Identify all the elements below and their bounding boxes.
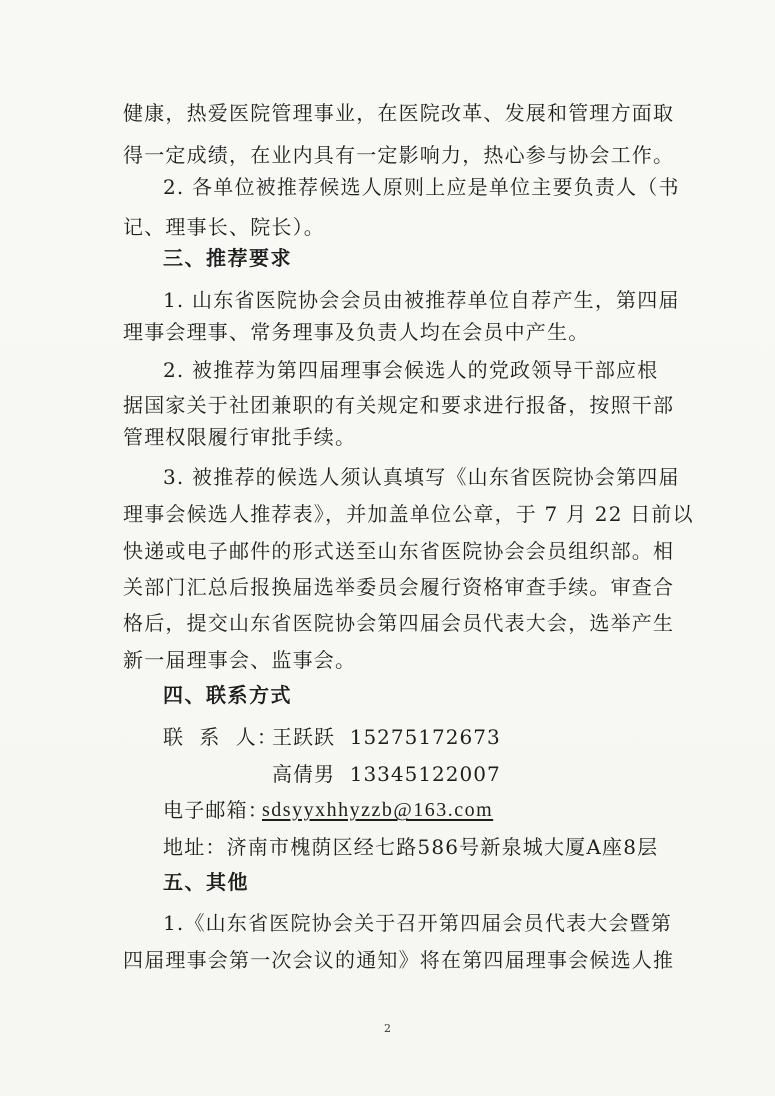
email-label: 电子邮箱： [163, 798, 269, 822]
page-number: 2 [384, 1022, 391, 1035]
contact-person-2: 高倩男 13345122007 [272, 762, 501, 786]
email-link[interactable]: sdsyyxhhyzzb@163.com [262, 799, 494, 821]
paragraph-line: 得一定成绩，在业内具有一定影响力，热心参与协会工作。 [123, 143, 675, 167]
paragraph-line: 关部门汇总后报换届选举委员会履行资格审查手续。审查合 [123, 575, 675, 599]
paragraph-line: 理事会理事、常务理事及负责人均在会员中产生。 [123, 320, 590, 344]
paragraph-line: 新一届理事会、监事会。 [123, 648, 357, 672]
paragraph-line: 格后，提交山东省医院协会第四届会员代表大会，选举产生 [123, 611, 675, 635]
paragraph-line: 2. 被推荐为第四届理事会候选人的党政领导干部应根 [163, 358, 659, 382]
paragraph-line: 2. 各单位被推荐候选人原则上应是单位主要负责人（书 [163, 175, 680, 199]
paragraph-line: 理事会候选人推荐表》，并加盖单位公章，于 7 月 22 日前以 [123, 502, 694, 526]
paragraph-line: 健康，热爱医院管理事业，在医院改革、发展和管理方面取 [123, 101, 675, 125]
contact-label: 联 系 人： [163, 725, 279, 749]
address-line: 地址：济南市槐荫区经七路586号新泉城大厦A座8层 [163, 835, 659, 859]
paragraph-line: 记、理事长、院长）。 [123, 215, 325, 239]
paragraph-line: 四届理事会第一次会议的通知》将在第四届理事会候选人推 [123, 948, 675, 972]
section-heading-other: 五、其他 [163, 870, 249, 894]
section-heading-recommendation-requirements: 三、推荐要求 [163, 246, 292, 270]
paragraph-line: 3. 被推荐的候选人须认真填写《山东省医院协会第四届 [163, 465, 680, 489]
paragraph-line: 管理权限履行审批手续。 [123, 425, 357, 449]
paragraph-line: 1. 山东省医院协会会员由被推荐单位自荐产生，第四届 [163, 288, 680, 312]
paragraph-line: 1.《山东省医院协会关于召开第四届会员代表大会暨第 [163, 911, 673, 935]
paragraph-line: 据国家关于社团兼职的有关规定和要求进行报备，按照干部 [123, 393, 675, 417]
paragraph-line: 快递或电子邮件的形式送至山东省医院协会会员组织部。相 [123, 539, 675, 563]
section-heading-contact: 四、联系方式 [163, 683, 292, 707]
contact-person-1: 王跃跃 15275172673 [272, 725, 501, 749]
